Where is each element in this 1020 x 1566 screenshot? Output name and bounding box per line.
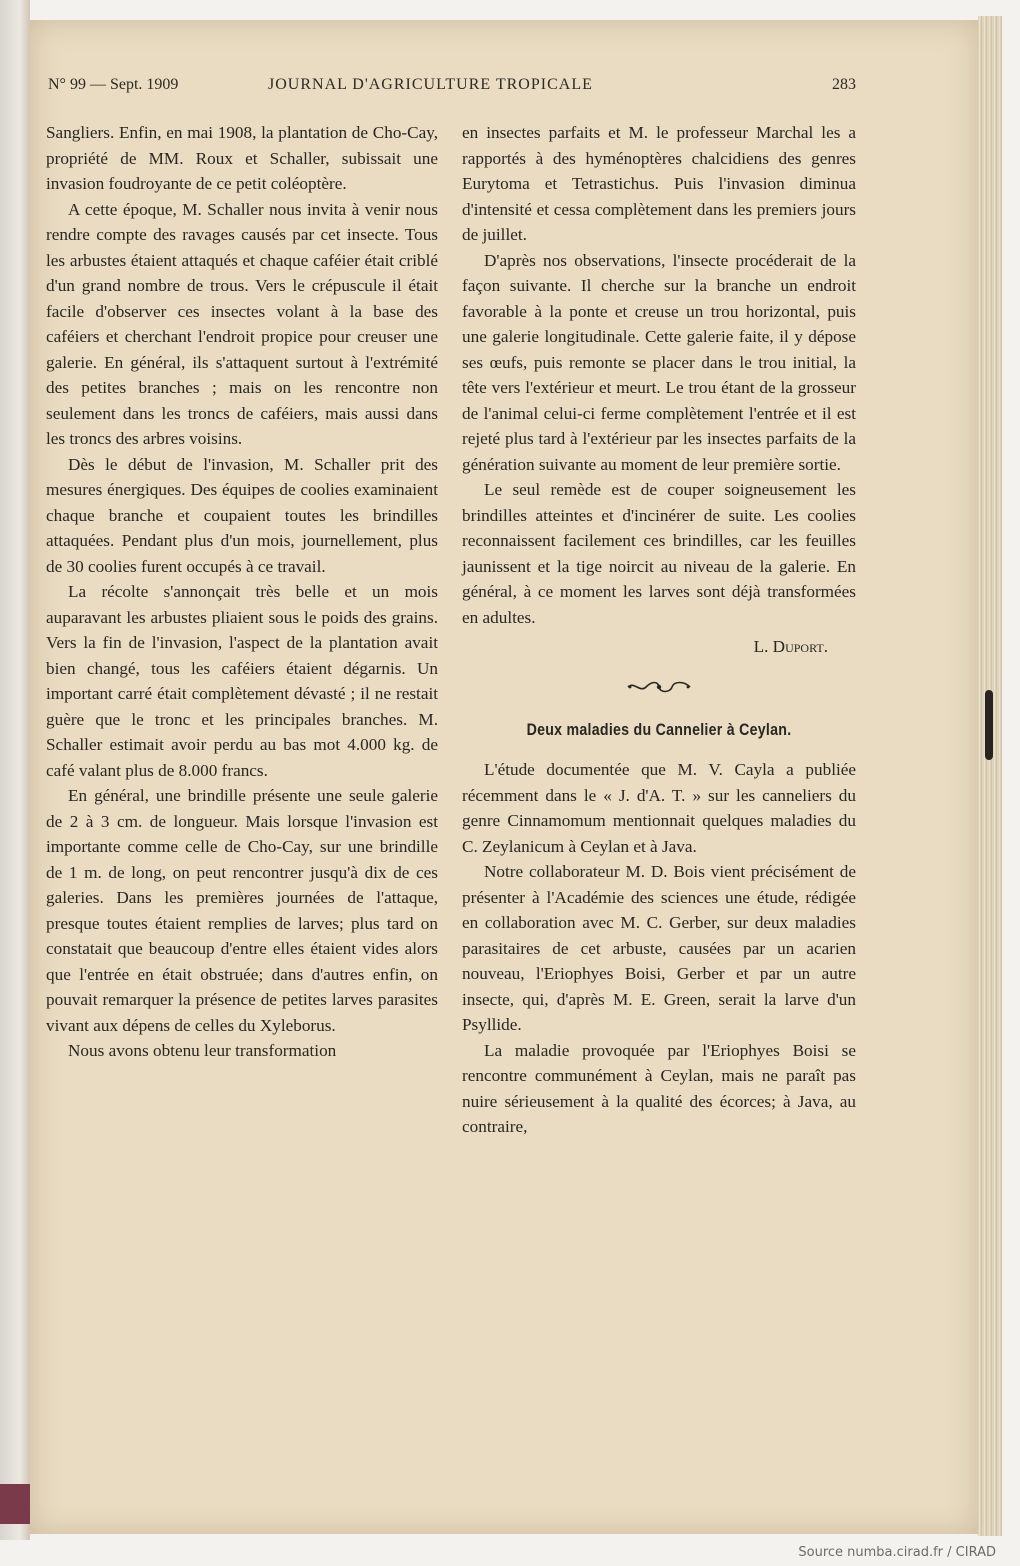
book-binding xyxy=(0,0,30,1540)
paragraph: Dès le début de l'invasion, M. Schaller prit des mesures énergiques. Des équipes de coolies examinaient chaque branche et coupaient toutes les brindilles attaquées. Pendant plus d'un mois, journellement, plus de 30 coolies furent occupés à ce travail. xyxy=(46,454,438,576)
source-credit: Source numba.cirad.fr / CIRAD xyxy=(798,1545,996,1560)
paragraph: La maladie provoquée par l'Eriophyes Boisi se rencontre communément à Ceylan, mais ne paraît pas nuire sérieusement à la qualité des écorces; à Java, au contraire, xyxy=(462,1040,856,1136)
paragraph: Le seul remède est de couper soigneusement les brindilles atteintes et d'incinérer de suite. Les coolies reconnaissent facilement ces brindilles, car les feuilles jaunissent et la tige noircit au niveau de la galerie. En général, à ce moment les larves sont déjà transformées en adultes. xyxy=(462,480,856,627)
paragraph: La récolte s'annonçait très belle et un mois auparavant les arbustes pliaient sous le poids des grains. Vers la fin de l'invasion, l'aspect de la plantation avait bien changé, tous les caféiers étaient dégarnis. Un important carré était complètement dévasté ; il ne restait guère que le tronc et les principales branches. M. Schaller estimait avoir perdu au bas mot 4.000 kg. de café valant plus de 8.000 francs. xyxy=(46,582,438,780)
journal-title: JOURNAL D'AGRICULTURE TROPICALE xyxy=(268,76,593,93)
author-signature: L. Duport. xyxy=(753,637,828,656)
paragraph: D'après nos observations, l'insecte procéderait de la façon suivante. Il cherche sur la branche un endroit favorable à la ponte et creuse un trou horizontal, puis une galerie longitudinale. Cette galerie faite, il y dépose ses œufs, puis remonte se placer dans le trou initial, la tête vers l'extérieur et meurt. Le trou étant de la grosseur de l'animal celui-ci ferme complètement l'entrée et il est rejeté plus tard à l'extérieur par les insectes parfaits de la génération suivante au moment de leur première sortie. xyxy=(462,250,856,474)
paragraph: A cette époque, M. Schaller nous invita à venir nous rendre compte des ravages causés par cet insecte. Tous les arbustes étaient attaqués et chaque caféier était criblé d'un grand nombre de trous. Vers le crépuscule il était facile d'observer ces insectes volant à la base des caféiers et cherchant l'endroit propice pour creuser une galerie. En général, ils s'attaquent surtout à l'extrémité des petites branches ; mais on les rencontre non seulement dans les troncs de caféiers, mais aussi dans les troncs des arbres voisins. xyxy=(46,199,438,448)
right-column xyxy=(462,120,856,1140)
page-stack-edge xyxy=(978,16,1002,1536)
paragraph: En général, une brindille présente une seule galerie de 2 à 3 cm. de longueur. Mais lorsque l'invasion est importante comme celle de Cho-Cay, sur une brindille de 1 m. de long, on peut rencontrer jusqu'à dix de ces galeries. Dans les premières journées de l'attaque, presque toutes étaient remplies de larves; plus tard on constatait que beaucoup d'entre elles étaient vides alors que l'entrée en était obstruée; dans d'autres enfin, on pouvait remarquer la présence de petites larves parasites vivant aux dépens de celles du Xyleborus. xyxy=(46,786,438,1035)
issue-date: N° 99 — Sept. 1909 xyxy=(48,76,179,93)
binding-bookmark-ribbon xyxy=(0,1484,34,1524)
section-divider xyxy=(462,676,856,694)
paragraph: L'étude documentée que M. V. Cayla a publiée récemment dans le « J. d'A. T. » sur les canneliers du genre Cinnamomum mentionnait quelques maladies du C. Zeylanicum à Ceylan et à Java. xyxy=(462,760,856,856)
paragraph: Sangliers. Enfin, en mai 1908, la plantation de Cho-Cay, propriété de MM. Roux et Schaller, subissait une invasion foudroyante de ce petit coléoptère. xyxy=(46,123,438,193)
paragraph: Nous avons obtenu leur transformation xyxy=(68,1041,337,1060)
ornament-icon xyxy=(624,680,694,694)
running-head xyxy=(48,76,856,100)
paragraph: Notre collaborateur M. D. Bois vient précisément de présenter à l'Académie des sciences une étude, rédigée en collaboration avec M. C. Gerber, sur deux maladies parasitaires de cet arbuste, causées par un acarien nouveau, l'Eriophyes Boisi, Gerber et par un autre insecte, qui, d'après M. E. Green, serait la larve d'un Psyllide. xyxy=(462,862,856,1034)
page-number: 283 xyxy=(832,76,856,93)
section-title: Deux maladies du Cannelier à Ceylan. xyxy=(526,720,792,739)
left-column xyxy=(46,120,438,1064)
paragraph: en insectes parfaits et M. le professeur Marchal les a rapportés à des hyménoptères chalcidiens des genres Eurytoma et Tetrastichus. Puis l'invasion diminua d'intensité et cessa complètement dans les premiers jours de juillet. xyxy=(462,123,856,244)
page-edge-mark xyxy=(985,690,993,760)
